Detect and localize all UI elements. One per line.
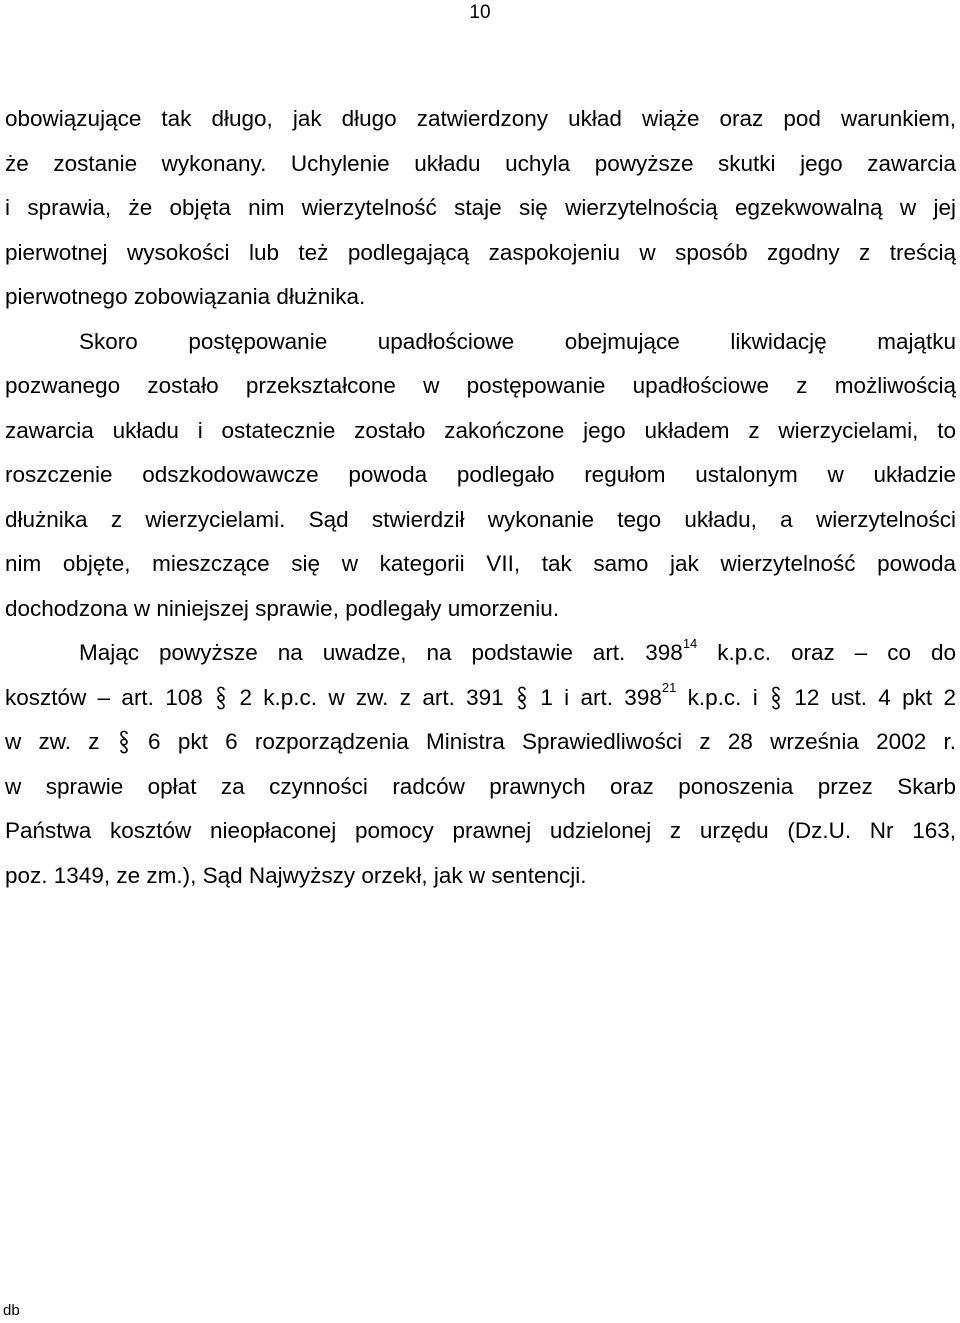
text-line-11: nim objęte, mieszczące się w kategorii VII, tak samo jak wierzytelność powoda	[5, 551, 956, 576]
text-line-4: pierwotnej wysokości lub też podlegającą zaspokojeniu w sposób zgodny z treścią	[5, 239, 956, 265]
sentence-line-13-part-a: Mając powyższe na uwadze, na podstawie art. 398	[79, 640, 683, 665]
section-sign-icon	[515, 685, 529, 711]
sentence-line-13-part-b: k.p.c. oraz – co do	[697, 640, 956, 665]
text-line-7: pozwanego zostało przekształcone w postępowanie upadłościowe z możliwością	[5, 373, 956, 398]
sentence-line-14-part-c: 1 i art. 398	[529, 684, 662, 710]
text-line-1: obowiązujące tak długo, jak długo zatwierdzony układ wiąże oraz pod warunkiem,	[5, 106, 956, 131]
sentence-line-14-part-e: 12 ust. 4 pkt 2	[783, 684, 956, 710]
paragraph-3-line-1	[5, 631, 956, 676]
sentence-line-18: poz. 1349, ze zm.), Sąd Najwyższy orzekł, jak w sentencji.	[5, 862, 587, 888]
superscript-21: 21	[661, 680, 677, 695]
section-sign-icon	[117, 729, 131, 755]
sentence-line-14-part-b: 2 k.p.c. w zw. z art. 391	[228, 684, 516, 710]
sentence-line-16: w sprawie opłat za czynności radców prawnych oraz ponoszenia przez Skarb	[5, 773, 956, 799]
text-line-8: zawarcia układu i ostatecznie zostało zakończone jego układem z wierzycielami, to	[5, 417, 956, 443]
page-number: 10	[469, 2, 491, 23]
text-line-12: dochodzona w niniejszej sprawie, podlegały umorzeniu.	[5, 595, 560, 621]
sentence-line-17: Państwa kosztów nieopłaconej pomocy prawnej udzielonej z urzędu (Dz.U. Nr 163,	[5, 818, 956, 843]
text-line-9: roszczenie odszkodowawcze powoda podlegało regułom ustalonym w układzie	[5, 462, 956, 487]
text-line-5: pierwotnego zobowiązania dłużnika.	[5, 284, 366, 309]
sentence-line-15-part-a: w zw. z	[5, 729, 117, 754]
paragraph-2-line-1	[5, 320, 956, 365]
footer-initials: db	[3, 1302, 20, 1319]
document-body	[5, 97, 956, 898]
superscript-14: 14	[682, 635, 698, 651]
sentence-line-14-part-d: k.p.c. i	[676, 684, 770, 710]
sentence-line-15	[5, 720, 956, 765]
section-sign-icon	[214, 685, 228, 711]
sentence-line-14	[5, 676, 956, 721]
sentence-line-14-part-a: kosztów – art. 108	[5, 684, 215, 710]
section-sign-icon	[769, 685, 783, 711]
text-line-10: dłużnika z wierzycielami. Sąd stwierdził wykonanie tego układu, a wierzytelności	[5, 506, 956, 532]
sentence-line-15-part-b: 6 pkt 6 rozporządzenia Ministra Sprawiedliwości z 28 września 2002 r.	[130, 729, 956, 754]
paragraph-2-line-1-text: Skoro postępowanie upadłościowe obejmujące likwidację majątku	[79, 328, 956, 354]
text-line-2: że zostanie wykonany. Uchylenie układu uchyla powyższe skutki jego zawarcia	[5, 150, 956, 176]
text-line-3: i sprawia, że objęta nim wierzytelność staje się wierzytelnością egzekwowalną w jej	[5, 195, 956, 220]
